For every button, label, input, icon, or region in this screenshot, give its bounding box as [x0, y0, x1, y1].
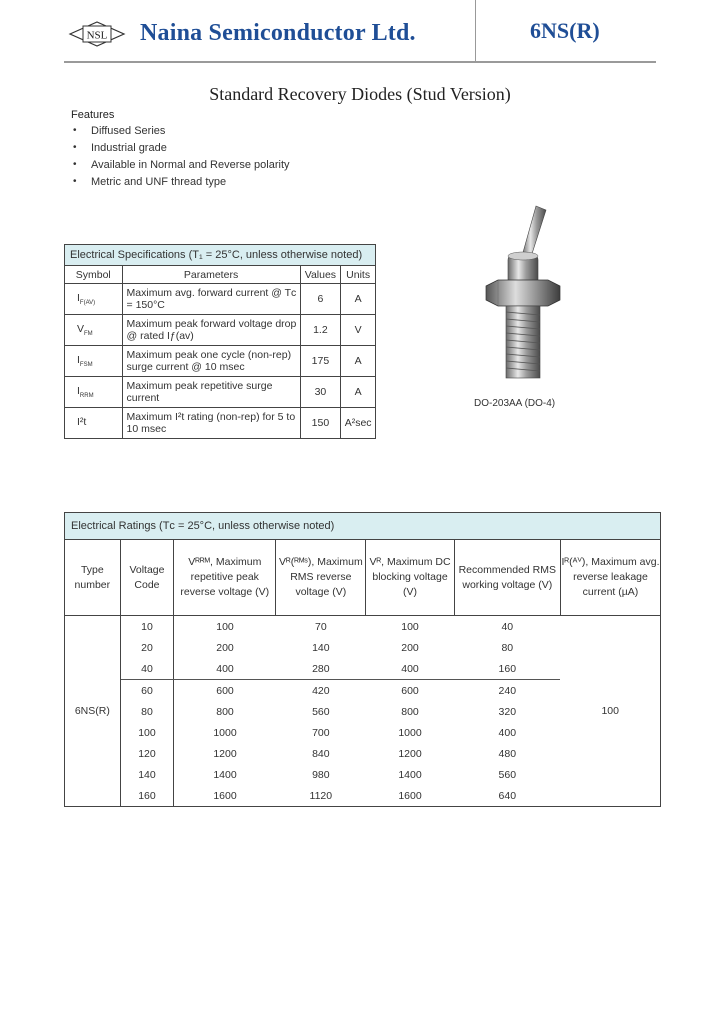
recommended-rms-value: 400 — [498, 726, 517, 739]
vrrm-value: 200 — [216, 641, 234, 654]
spec-row — [65, 315, 376, 346]
voltage-code: 100 — [120, 722, 174, 743]
part-number: 6NS(R) — [530, 18, 600, 43]
spec-table-caption: Electrical Specifications (T₁ = 25°C, unless otherwise noted) — [65, 245, 376, 266]
recommended-rms-value: 80 — [501, 641, 514, 654]
electrical-ratings-table — [64, 512, 661, 807]
spec-value: 175 — [300, 346, 341, 377]
ratings-header-vr: Vᴿ, Maximum DC blocking voltage (V) — [366, 540, 454, 616]
voltage-code: 10 — [120, 616, 174, 638]
nsl-logo — [68, 20, 126, 48]
recommended-rms-value: 160 — [454, 658, 560, 680]
spec-unit: A — [341, 284, 376, 315]
bullet-icon: • — [73, 176, 77, 187]
spec-parameter: Maximum peak one cycle (non-rep) surge current @ 10 msec — [122, 346, 300, 377]
spec-parameter: Maximum peak repetitive surge current — [122, 377, 300, 408]
spec-unit: A — [341, 377, 376, 408]
feature-item: • Diffused Series — [73, 125, 166, 137]
voltage-code: 120 — [120, 743, 174, 764]
vrms-value: 70 — [314, 620, 327, 633]
spec-row — [65, 408, 376, 439]
voltage-code: 160 — [120, 785, 174, 807]
vr-value: 600 — [401, 684, 419, 697]
ratings-header-recommended-rms: Recommended RMS working voltage (V) — [454, 540, 560, 616]
spec-row — [65, 377, 376, 408]
voltage-code: 60 — [120, 680, 174, 702]
features-heading: Features — [71, 109, 115, 121]
spec-header-symbol: Symbol — [65, 266, 123, 284]
vrms-value: 560 — [312, 705, 330, 718]
vr-value: 1200 — [398, 747, 422, 760]
vr-value: 1000 — [398, 726, 422, 739]
vr-value: 1400 — [398, 768, 422, 781]
spec-header-values: Values — [300, 266, 341, 284]
spec-header-parameters: Parameters — [122, 266, 300, 284]
ratings-header-leakage: Iᴿ(ᴬⱽ), Maximum avg. reverse leakage current (µA) — [560, 540, 660, 616]
vrms-value: 280 — [276, 658, 366, 680]
feature-item: • Metric and UNF thread type — [73, 176, 227, 188]
bullet-icon: • — [73, 159, 77, 170]
spec-parameter: Maximum peak forward voltage drop @ rated Iƒ(av) — [122, 315, 300, 346]
company-name: Naina Semiconductor Ltd. — [140, 20, 416, 46]
bullet-icon: • — [73, 142, 77, 153]
spec-value: 6 — [300, 284, 341, 315]
spec-symbol: I²t — [65, 408, 123, 439]
recommended-rms-value: 640 — [454, 785, 560, 807]
voltage-code: 80 — [120, 701, 174, 722]
feature-item: • Available in Normal and Reverse polarity — [73, 159, 290, 171]
vrrm-value: 600 — [216, 684, 234, 697]
vrms-value: 1120 — [276, 785, 366, 807]
header-rule — [64, 61, 656, 63]
package-label: DO-203AA (DO-4) — [474, 398, 556, 409]
vrrm-value: 1400 — [213, 768, 237, 781]
spec-header-units: Units — [341, 266, 376, 284]
vrrm-value: 1200 — [213, 747, 237, 760]
spec-unit: A²sec — [341, 408, 376, 439]
voltage-code: 140 — [120, 764, 174, 785]
spec-row — [65, 284, 376, 315]
spec-symbol: $I_{F(AV)}$ — [65, 284, 123, 315]
ratings-header-type-number: Type number — [65, 540, 121, 616]
vr-value: 1600 — [366, 785, 454, 807]
electrical-specifications-table — [64, 244, 376, 439]
ratings-row — [65, 616, 661, 638]
vrrm-value: 400 — [174, 658, 276, 680]
vrms-value: 980 — [312, 768, 330, 781]
feature-item: • Industrial grade — [73, 142, 167, 154]
leakage-cell: 100 — [560, 616, 660, 807]
vrrm-value: 800 — [216, 705, 234, 718]
spec-symbol: $I_{FSM}$ — [65, 346, 123, 377]
spec-parameter: Maximum avg. forward current @ Tᴄ = 150°C — [122, 284, 300, 315]
logo-text: NSL — [86, 29, 108, 42]
features-list — [70, 124, 290, 192]
recommended-rms-value: 480 — [498, 747, 517, 760]
recommended-rms-value: 560 — [498, 768, 517, 781]
spec-value: 150 — [300, 408, 341, 439]
ratings-header-vrrm: Vᴿᴿᴹ, Maximum repetitive peak reverse voltage (V) — [174, 540, 276, 616]
voltage-code: 20 — [120, 637, 174, 658]
ratings-header-vrms: Vᴿ(ᴿᴹˢ), Maximum RMS reverse voltage (V) — [276, 540, 366, 616]
spec-unit: V — [341, 315, 376, 346]
vr-value: 100 — [401, 620, 419, 633]
type-number-cell: 6NS(R) — [65, 616, 121, 807]
vrms-value: 840 — [312, 747, 330, 760]
vrrm-value: 100 — [216, 620, 234, 633]
recommended-rms-value: 240 — [498, 684, 517, 697]
vrms-value: 420 — [312, 684, 330, 697]
document-title: Standard Recovery Diodes (Stud Version) — [209, 84, 511, 104]
ratings-table-caption: Electrical Ratings (Tᴄ = 25°C, unless otherwise noted) — [65, 513, 661, 540]
vrms-value: 140 — [312, 641, 330, 654]
header-divider — [475, 0, 476, 62]
spec-value: 1.2 — [300, 315, 341, 346]
vrrm-value: 1000 — [213, 726, 237, 739]
vr-value: 400 — [366, 658, 454, 680]
spec-symbol: $I_{RRM}$ — [65, 377, 123, 408]
voltage-code: 40 — [120, 658, 174, 680]
vr-value: 200 — [401, 641, 419, 654]
stud-diode-image — [478, 204, 566, 384]
vrrm-value: 1600 — [174, 785, 276, 807]
recommended-rms-value: 320 — [498, 705, 517, 718]
vr-value: 800 — [401, 705, 419, 718]
spec-parameter: Maximum I²t rating (non-rep) for 5 to 10 msec — [122, 408, 300, 439]
spec-row — [65, 346, 376, 377]
bullet-icon: • — [73, 125, 77, 136]
spec-unit: A — [341, 346, 376, 377]
recommended-rms-value: 40 — [501, 620, 514, 633]
spec-symbol: $V_{FM}$ — [65, 315, 123, 346]
spec-value: 30 — [300, 377, 341, 408]
vrms-value: 700 — [312, 726, 330, 739]
ratings-header-voltage-code: Voltage Code — [120, 540, 174, 616]
